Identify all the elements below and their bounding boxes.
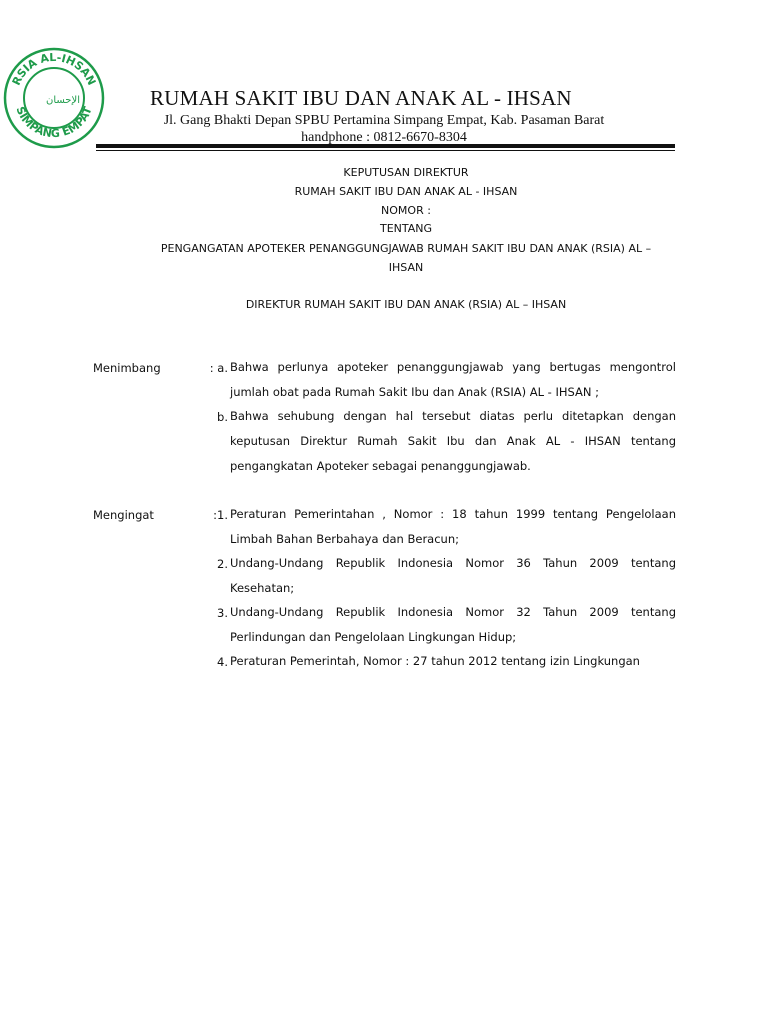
mengingat-item-3: Undang-Undang Republik Indonesia Nomor 32 Tahun 2009 tentang Perlindungan dan Pengelolaan Lingkungan Hidup; [230,605,676,644]
phone: handphone : 0812-6670-8304 [301,130,467,144]
mengingat-label: Mengingat [93,508,154,522]
title-line-4: TENTANG [379,222,433,235]
director-line: DIREKTUR RUMAH SAKIT IBU DAN ANAK (RSIA) AL – IHSAN [245,298,567,311]
logo-bottom-text: SIMPANG EMPAT [13,104,95,141]
crescent-icon [30,81,47,115]
address: Jl. Gang Bhakti Depan SPBU Pertamina Simpang Empat, Kab. Pasaman Barat [163,113,605,128]
title-line-5: PENGANGATAN APOTEKER PENANGGUNGJAWAB RUMAH SAKIT IBU DAN ANAK (RSIA) AL – [160,242,652,255]
menimbang-item-b: Bahwa sehubung dengan hal tersebut diatas perlu ditetapkan dengan keputusan Direktur Rumah Sakit Ibu dan Anak AL - IHSAN tentang pengangkatan Apoteker sebagai penanggungjawab. [230,409,676,473]
mengingat-item-1: Peraturan Pemerintahan , Nomor : 18 tahun 1999 tentang Pengelolaan Limbah Bahan Berbahaya dan Beracun; [230,507,676,546]
mengingat-marker-3: 3. [217,606,228,620]
title-line-1: KEPUTUSAN DIREKTUR [343,166,469,179]
mengingat-item-4: Peraturan Pemerintah, Nomor : 27 tahun 2012 tentang izin Lingkungan [230,654,640,668]
mengingat-item-2: Undang-Undang Republik Indonesia Nomor 36 Tahun 2009 tentang Kesehatan; [230,556,676,595]
title-line-2: RUMAH SAKIT IBU DAN ANAK AL - IHSAN [294,185,518,198]
menimbang-marker-b: b. [217,410,228,424]
menimbang-marker-a: : a. [209,361,228,375]
logo-seal-icon [3,47,105,149]
logo-center-text: الإحسان [46,95,80,106]
title-line-3: NOMOR : [381,204,431,217]
hospital-logo [3,47,105,149]
header-rule-thin [96,150,675,151]
org-name: RUMAH SAKIT IBU DAN ANAK AL - IHSAN [150,86,572,110]
mengingat-marker-2: 2. [217,557,228,571]
logo-top-text: RSIA AL-IHSAN [9,50,99,88]
mengingat-marker-1: :1. [213,508,228,522]
title-line-6: IHSAN [388,261,424,274]
menimbang-label: Menimbang [93,361,161,375]
menimbang-item-a: Bahwa perlunya apoteker penanggungjawab yang bertugas mengontrol jumlah obat pada Rumah Sakit Ibu dan Anak (RSIA) AL - IHSAN ; [230,360,676,399]
mengingat-marker-4: 4. [217,655,228,669]
header-rule [96,144,675,148]
